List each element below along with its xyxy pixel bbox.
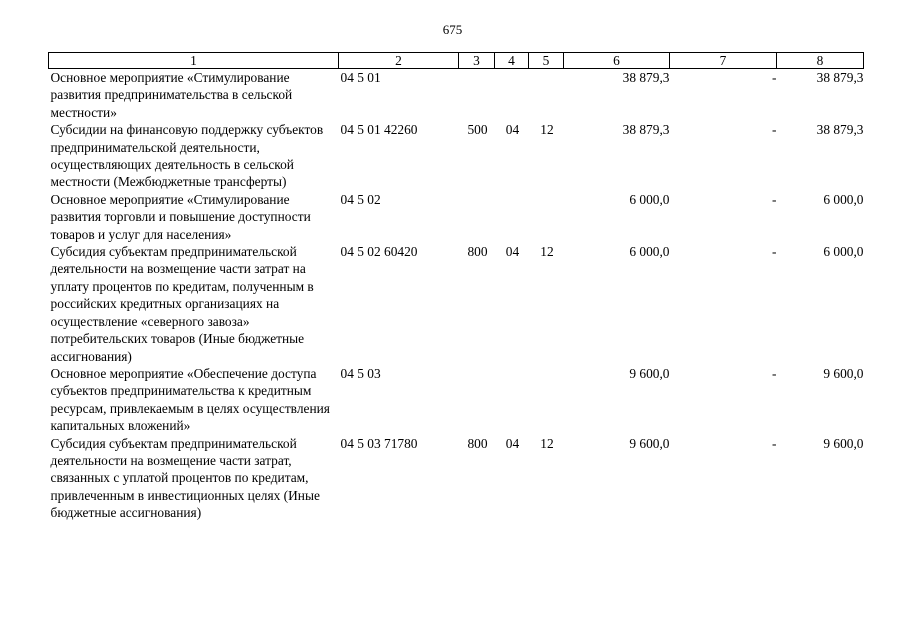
table-row (49, 121, 864, 191)
header-col-4: 4 (495, 53, 529, 69)
row-col-6: 6 000,0 (629, 191, 670, 207)
row-col-6: 6 000,0 (629, 244, 670, 260)
header-row (49, 53, 864, 69)
row-col-4: 04 (505, 122, 520, 138)
row-name: Основное мероприятие «Обеспечение доступа субъектов предпринимательства к кредитным ресурсам, привлекаемым в целях осуществления капитальных вложений» (50, 365, 330, 434)
row-col-4 (495, 365, 529, 435)
header-col-8: 8 (777, 53, 864, 69)
row-col-8: 6 000,0 (823, 244, 864, 260)
budget-table (48, 52, 864, 522)
row-col-7: - (772, 70, 777, 85)
row-name: Субсидии на финансовую поддержку субъектов предпринимательской деятельности, осуществляющих деятельность в сельской местности (Межбюджетные трансферты) (50, 122, 324, 190)
row-col-3 (459, 69, 495, 122)
row-col-6: 9 600,0 (629, 365, 670, 381)
header-col-2: 2 (339, 53, 459, 69)
row-col-3: 500 (467, 122, 488, 138)
row-col-7: - (772, 244, 777, 260)
row-col-6: 9 600,0 (629, 435, 670, 451)
row-col-3 (459, 365, 495, 435)
header-col-1: 1 (49, 53, 339, 69)
page-number: 675 (442, 22, 463, 37)
row-col-3 (459, 191, 495, 243)
row-code: 04 5 03 (340, 365, 381, 381)
table-row (49, 191, 864, 243)
row-col-5: 12 (540, 122, 554, 138)
row-code: 04 5 01 (340, 70, 381, 85)
row-name: Субсидия субъектам предпринимательской деятельности на возмещение части затрат, связанных с уплатой процентов по кредитам, привлеченным в инвестиционных целях (Иные бюджетные ассигнования) (50, 435, 320, 521)
row-code: 04 5 03 71780 (340, 435, 418, 451)
table-row (49, 435, 864, 522)
row-name: Субсидия субъектам предпринимательской деятельности на возмещение части затрат на уплату процентов по кредитам, полученным в российских кредитных организациях на осуществление «северного завоза» потребительских товаров (Иные бюджетные ассигнования) (50, 244, 314, 364)
header-col-6: 6 (564, 53, 670, 69)
row-code: 04 5 02 60420 (340, 244, 418, 260)
row-col-7: - (772, 435, 777, 451)
table-row (49, 243, 864, 365)
row-col-7: - (772, 365, 777, 381)
row-col-4: 04 (505, 244, 520, 260)
row-col-3: 800 (467, 435, 488, 451)
row-code: 04 5 01 42260 (340, 122, 418, 138)
header-col-5: 5 (529, 53, 564, 69)
row-col-7: - (772, 191, 777, 207)
row-col-6: 38 879,3 (622, 122, 670, 138)
row-col-8: 9 600,0 (823, 435, 864, 451)
row-col-5 (529, 191, 564, 243)
row-col-4: 04 (505, 435, 520, 451)
row-col-5 (529, 365, 564, 435)
row-col-4 (495, 69, 529, 122)
row-col-3: 800 (467, 244, 488, 260)
row-col-7: - (772, 122, 777, 138)
row-col-4 (495, 191, 529, 243)
row-col-8: 38 879,3 (816, 122, 864, 138)
row-col-5: 12 (540, 435, 554, 451)
table-row (49, 365, 864, 435)
row-col-6: 38 879,3 (622, 70, 670, 85)
row-col-5: 12 (540, 244, 554, 260)
row-name: Основное мероприятие «Стимулирование развития торговли и повышение доступности товаров и услуг для населения» (50, 191, 311, 242)
row-col-8: 9 600,0 (823, 365, 864, 381)
row-col-8: 6 000,0 (823, 191, 864, 207)
row-col-5 (529, 69, 564, 122)
table-row (49, 69, 864, 122)
row-code: 04 5 02 (340, 191, 381, 207)
row-name: Основное мероприятие «Стимулирование развития предпринимательства в сельской местности» (50, 70, 293, 120)
row-col-8: 38 879,3 (816, 70, 864, 85)
header-col-7: 7 (670, 53, 777, 69)
header-col-3: 3 (459, 53, 495, 69)
